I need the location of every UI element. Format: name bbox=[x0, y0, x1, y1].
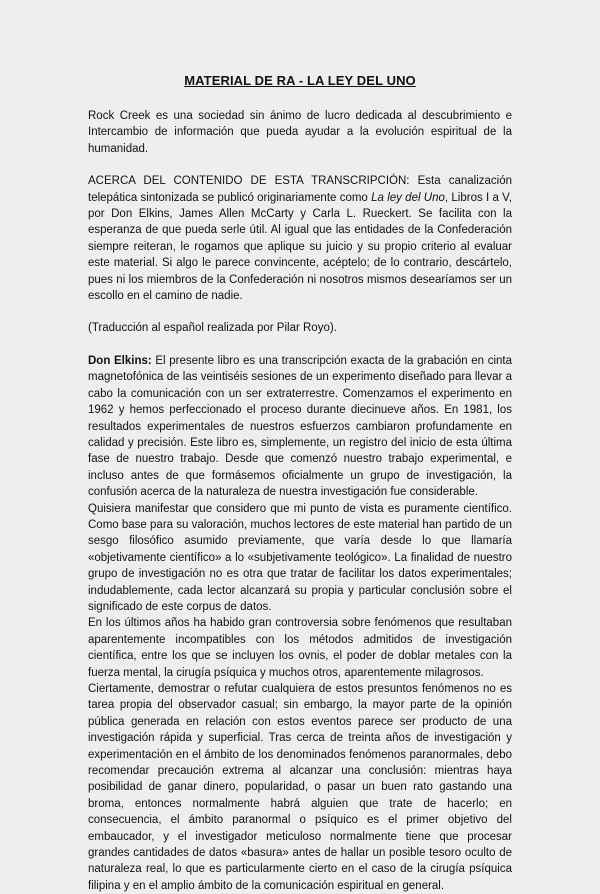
body-paragraph: Quisiera manifestar que considero que mi punto de vista es puramente científico. Como base para su valoración, muchos lectores de este material han partido de un sesgo filosófico asumido previamente, que varía desde lo que llamaría «objetivamente científico» a lo «subjetivamente teológico». La finalidad de nuestro grupo de investigación no es otra que tratar de facilitar los datos experimentales; indudablemente, cada lector alcanzará su propia y particular conclusión sobre el significado de este corpus de datos. bbox=[88, 502, 512, 613]
body-paragraph: En los últimos años ha habido gran controversia sobre fenómenos que resultaban aparentemente incompatibles con los métodos admitidos de investigación científica, entre los que se incluyen los ovnis, el poder de doblar metales con la fuerza mental, la cirugía psíquica y muchos otros, aparentemente milagrosos. bbox=[88, 617, 512, 679]
body-paragraph: Ciertamente, demostrar o refutar cualquiera de estos presuntos fenómenos no es tarea propia del observador casual; sin embargo, la mayor parte de la opinión pública generada en relación con estos eventos parece ser producto de una investigación rápida y superficial. Tras cerca de treinta años de investigación y experimentación en el ámbito de los denominados fenómenos paranormales, debo recomendar precaución extrema al alcanzar una conclusión: mientras haya posibilidad de ganar dinero, popularidad, o pasar un buen rato gastando una broma, entonces normalmente habrá alguien que trate de hacerlo; en consecuencia, el ámbito paranormal o psíquico es el primer objetivo del embaucador, y el investigador meticuloso normalmente tiene que procesar grandes cantidades de datos «basura» antes de hallar un posible tesoro oculto de naturaleza real, lo que es particularmente cierto en el caso de la cirugía psíquica filipina y en el amplio ámbito de la comunicación espiritual en general. bbox=[88, 683, 512, 892]
about-paragraph bbox=[88, 173, 512, 304]
speaker-name: Don Elkins: bbox=[88, 354, 152, 367]
page-title: MATERIAL DE RA - LA LEY DEL UNO bbox=[184, 73, 416, 88]
body-text: El presente libro es una transcripción exacta de la grabación en cinta magnetofónica de las veintiséis sesiones de un experimento diseñado para llevar a cabo la comunicación con un ser extraterrestre. Comenzamos el experimento en 1962 y hemos perfeccionado el proceso durante diecinueve años. En 1981, los resultados experimentales de nuestros esfuerzos cambiaron profundamente en calidad y precisión. Este libro es, simplemente, un registro del inicio de esta última fase de nuestro trabajo. Desde que comenzó nuestro trabajo experimental, e incluso antes de que formásemos oficialmente un grupo de investigación, la confusión acerca de la naturaleza de nuestra investigación fue considerable. bbox=[88, 354, 512, 499]
about-text-start: ACERCA DEL CONTENIDO DE ESTA TRANSCRIPCIÓN: Esta canalización telepática sintonizada se publicó originariamente como bbox=[88, 175, 512, 204]
elkins-section bbox=[88, 353, 512, 894]
translation-note: (Traducción al español realizada por Pilar Royo). bbox=[88, 322, 337, 335]
intro-paragraph: Rock Creek es una sociedad sin ánimo de lucro dedicada al descubrimiento e Intercambio de información que pueda ayudar a la evolución espiritual de la humanidad. bbox=[88, 110, 512, 155]
about-text-end: , Libros I a V, por Don Elkins, James Allen McCarty y Carla L. Rueckert. Se facilita con la esperanza de que pueda serle útil. Al igual que las entidades de la Confederación siempre reiteran, le rogamos que aplique su juicio y su propio criterio al evaluar este material. Si algo le parece convincente, acéptelo; de lo contrario, descártelo, pues ni los miembros de la Confederación ni nosotros mismos desearíamos ser un escollo en el camino de nadie. bbox=[88, 191, 512, 303]
book-title: La ley del Uno bbox=[371, 191, 445, 204]
body-paragraph bbox=[88, 353, 512, 501]
